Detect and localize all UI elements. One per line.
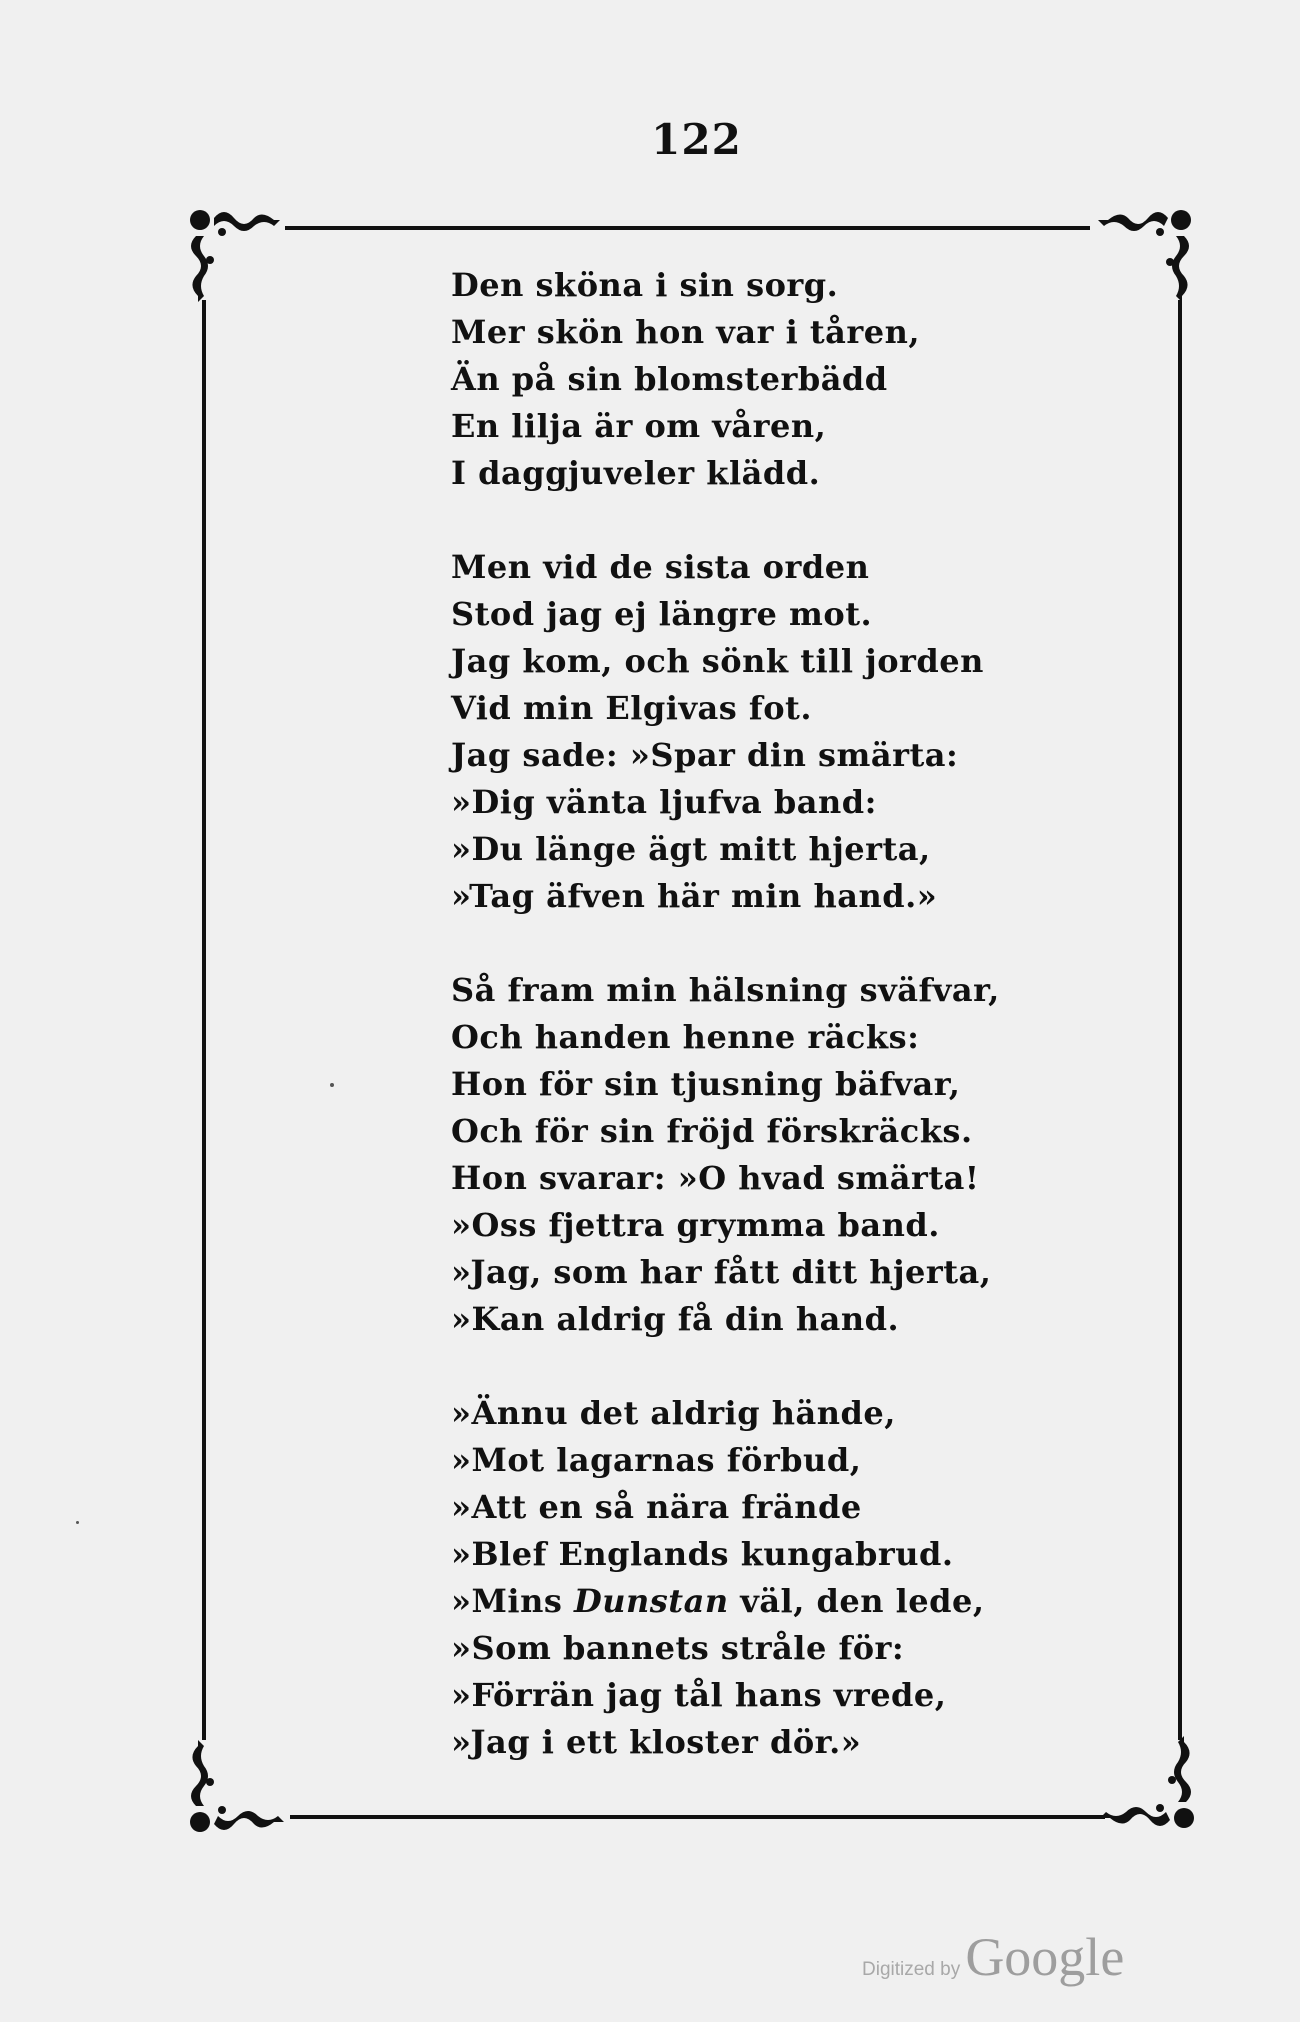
poem-line: »Jag, som har fått ditt hjerta, [451, 1253, 992, 1291]
poem-line: »Kan aldrig få din hand. [451, 1300, 900, 1338]
digitization-watermark [862, 1926, 1124, 1988]
poem-line: »Tag äfven här min hand.» [451, 877, 938, 915]
stanza [451, 967, 1051, 1343]
stanza [451, 544, 1051, 920]
poem-line: »Blef Englands kungabrud. [451, 1535, 954, 1573]
poem-line: »Förrän jag tål hans vrede, [451, 1676, 947, 1714]
poem-body [451, 262, 1051, 1813]
poem-line: »Dig vänta ljufva band: [451, 783, 877, 821]
print-speck [330, 1083, 334, 1087]
ornament-bottom-left [190, 1740, 284, 1832]
poem-line: Hon svarar: »O hvad smärta! [451, 1159, 980, 1197]
poem-line: Hon för sin tjusning bäfvar, [451, 1065, 961, 1103]
poem-line: Stod jag ej längre mot. [451, 595, 873, 633]
poem-line: »Att en så nära frände [451, 1488, 862, 1526]
poem-line: I daggjuveler klädd. [451, 454, 821, 492]
google-logo-text: Google [965, 1927, 1125, 1987]
poem-line: Så fram min hälsning sväfvar, [451, 971, 1000, 1009]
stanza [451, 1390, 1051, 1766]
poem-line: »Mot lagarnas förbud, [451, 1441, 862, 1479]
stanza [451, 262, 1051, 497]
poem-line: Än på sin blomsterbädd [451, 360, 888, 398]
poem-line: »Ännu det aldrig hände, [451, 1394, 896, 1432]
italic-name: Dunstan [574, 1582, 729, 1620]
poem-line: Vid min Elgivas fot. [451, 689, 812, 727]
ornament-bottom-right [1100, 1736, 1194, 1828]
poem-line: Jag kom, och sönk till jorden [451, 642, 984, 680]
poem-line: »Jag i ett kloster dör.» [451, 1723, 862, 1761]
poem-line: Den sköna i sin sorg. [451, 266, 839, 304]
line-prefix: »Mins [451, 1582, 574, 1620]
page-number: 122 [651, 115, 742, 164]
line-suffix: väl, den lede, [728, 1582, 985, 1620]
poem-line: »Oss fjettra grymma band. [451, 1206, 940, 1244]
print-speck [76, 1521, 79, 1524]
poem-line: Jag sade: »Spar din smärta: [451, 736, 959, 774]
poem-line: Mer skön hon var i tåren, [451, 313, 920, 351]
poem-line: Och för sin fröjd förskräcks. [451, 1112, 973, 1150]
poem-line: »Som bannets stråle för: [451, 1629, 905, 1667]
digitized-by-text: Digitized by [862, 1959, 961, 1980]
poem-line-with-italic-name [451, 1578, 1051, 1625]
ornament-top-right [1098, 210, 1191, 302]
poem-line: »Du länge ägt mitt hjerta, [451, 830, 931, 868]
poem-line: En lilja är om våren, [451, 407, 827, 445]
poem-line: Men vid de sista orden [451, 548, 870, 586]
ornament-top-left [190, 210, 280, 302]
poem-line: Och handen henne räcks: [451, 1018, 920, 1056]
